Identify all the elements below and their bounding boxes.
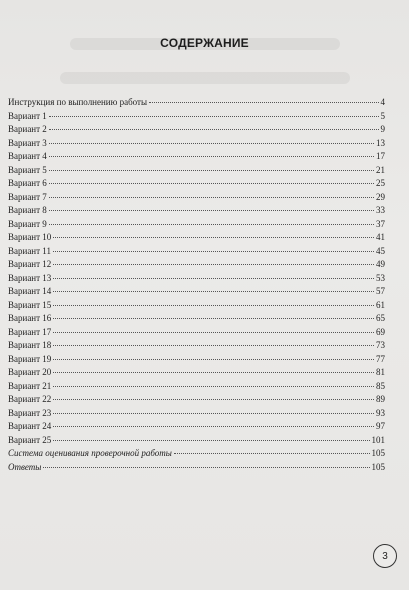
toc-entry-label: Вариант 24 (8, 421, 52, 431)
toc-leader-dots (53, 426, 374, 427)
toc-entry-label: Вариант 19 (8, 353, 52, 364)
toc-entry-page: 73 (376, 340, 385, 350)
page-number (373, 544, 397, 568)
toc-entry-label: Вариант 14 (8, 286, 52, 296)
toc-entry-label: Вариант 17 (8, 326, 52, 337)
toc-entry-label: Вариант 21 (8, 380, 52, 391)
toc-leader-dots (53, 291, 374, 292)
toc-entry-page: 93 (376, 407, 385, 418)
toc-entry-label: Система оценивания проверочной работы (8, 448, 172, 458)
page-title: СОДЕРЖАНИЕ (160, 36, 249, 50)
toc-entry-page: 53 (376, 272, 385, 283)
toc-entry-page: 105 (371, 461, 385, 472)
toc-entry-label: Вариант 23 (8, 407, 52, 418)
toc-leader-dots (53, 413, 374, 414)
toc-entry (8, 408, 385, 422)
toc-entry-label: Вариант 25 (8, 434, 52, 445)
toc-entry-label: Вариант 5 (8, 164, 47, 175)
toc-entry (8, 192, 385, 206)
toc-leader-dots (49, 129, 379, 130)
toc-entry-label: Вариант 22 (8, 394, 52, 404)
toc-leader-dots (53, 278, 374, 279)
toc-entry-label: Вариант 11 (8, 245, 51, 256)
toc-leader-dots (53, 305, 374, 306)
toc-entry-label: Вариант 8 (8, 205, 47, 215)
toc-leader-dots (49, 197, 374, 198)
toc-entry-label: Вариант 13 (8, 272, 52, 283)
toc-entry-label: Инструкция по выполнению работы (8, 97, 148, 107)
toc-entry (8, 421, 385, 435)
toc-entry (8, 367, 385, 381)
toc-entry-page: 57 (376, 286, 385, 296)
toc-leader-dots (49, 116, 379, 117)
toc-entry-label: Вариант 2 (8, 124, 47, 134)
toc-leader-dots (49, 143, 374, 144)
toc-entry (8, 246, 385, 260)
toc-leader-dots (49, 224, 374, 225)
toc-entry-label: Вариант 18 (8, 340, 52, 350)
toc-entry-label: Вариант 1 (8, 110, 47, 121)
toc-entry-label: Вариант 9 (8, 218, 47, 229)
toc-entry-page: 81 (376, 367, 385, 377)
toc-leader-dots (53, 264, 374, 265)
toc-leader-dots (53, 345, 374, 346)
toc-entry-page: 41 (376, 232, 385, 242)
toc-leader-dots (53, 237, 374, 238)
toc-entry-page: 13 (376, 137, 385, 148)
toc-entry (8, 138, 385, 152)
toc-leader-dots (149, 102, 378, 103)
toc-leader-dots (49, 183, 374, 184)
toc-entry-page: 69 (376, 326, 385, 337)
toc-entry (8, 259, 385, 273)
toc-entry-label: Вариант 7 (8, 191, 47, 202)
page-number-value: 3 (382, 550, 388, 562)
toc-entry (8, 273, 385, 287)
toc-entry (8, 151, 385, 165)
toc-entry (8, 124, 385, 138)
toc-leader-dots (53, 359, 374, 360)
toc-entry-page: 77 (376, 353, 385, 364)
toc-leader-dots (53, 386, 374, 387)
toc-entry-page: 85 (376, 380, 385, 391)
toc-entry-page: 17 (376, 151, 385, 161)
toc-entry-page: 29 (376, 191, 385, 202)
toc-entry-page: 37 (376, 218, 385, 229)
toc-entry (8, 327, 385, 341)
toc-entry (8, 97, 385, 111)
toc-leader-dots (49, 170, 374, 171)
toc-entry-page: 5 (380, 110, 385, 121)
toc-entry (8, 219, 385, 233)
toc-entry (8, 205, 385, 219)
table-of-contents (8, 97, 385, 475)
toc-entry (8, 165, 385, 179)
toc-entry (8, 448, 385, 462)
toc-leader-dots (174, 453, 370, 454)
toc-entry-page: 65 (376, 313, 385, 323)
toc-entry-label: Вариант 20 (8, 367, 52, 377)
toc-entry (8, 286, 385, 300)
toc-entry-page: 9 (380, 124, 385, 134)
toc-entry-page: 45 (376, 245, 385, 256)
toc-entry (8, 313, 385, 327)
toc-leader-dots (49, 210, 374, 211)
toc-entry-label: Вариант 6 (8, 178, 47, 188)
toc-entry (8, 381, 385, 395)
toc-entry-page: 25 (376, 178, 385, 188)
toc-entry (8, 232, 385, 246)
toc-entry-page: 21 (376, 164, 385, 175)
bleed-through-shadow (60, 72, 350, 84)
toc-entry-page: 97 (376, 421, 385, 431)
toc-entry-page: 49 (376, 259, 385, 269)
toc-leader-dots (49, 156, 374, 157)
toc-leader-dots (53, 318, 374, 319)
toc-entry-label: Вариант 16 (8, 313, 52, 323)
toc-entry-page: 89 (376, 394, 385, 404)
toc-leader-dots (53, 372, 374, 373)
toc-entry-label: Вариант 15 (8, 299, 52, 310)
toc-entry (8, 340, 385, 354)
toc-entry-label: Вариант 12 (8, 259, 52, 269)
toc-entry-page: 61 (376, 299, 385, 310)
toc-leader-dots (53, 332, 374, 333)
toc-entry-page: 33 (376, 205, 385, 215)
toc-leader-dots (53, 399, 374, 400)
toc-entry (8, 462, 385, 476)
toc-leader-dots (43, 467, 369, 468)
toc-leader-dots (53, 440, 369, 441)
toc-entry-label: Ответы (8, 461, 42, 472)
toc-entry-page: 105 (371, 448, 385, 458)
toc-leader-dots (53, 251, 374, 252)
toc-entry (8, 435, 385, 449)
toc-entry (8, 178, 385, 192)
toc-entry (8, 354, 385, 368)
toc-entry-page: 101 (371, 434, 385, 445)
toc-entry-label: Вариант 4 (8, 151, 47, 161)
toc-entry-page: 4 (380, 97, 385, 107)
toc-entry-label: Вариант 3 (8, 137, 47, 148)
toc-entry (8, 394, 385, 408)
toc-entry-label: Вариант 10 (8, 232, 52, 242)
toc-entry (8, 111, 385, 125)
toc-entry (8, 300, 385, 314)
